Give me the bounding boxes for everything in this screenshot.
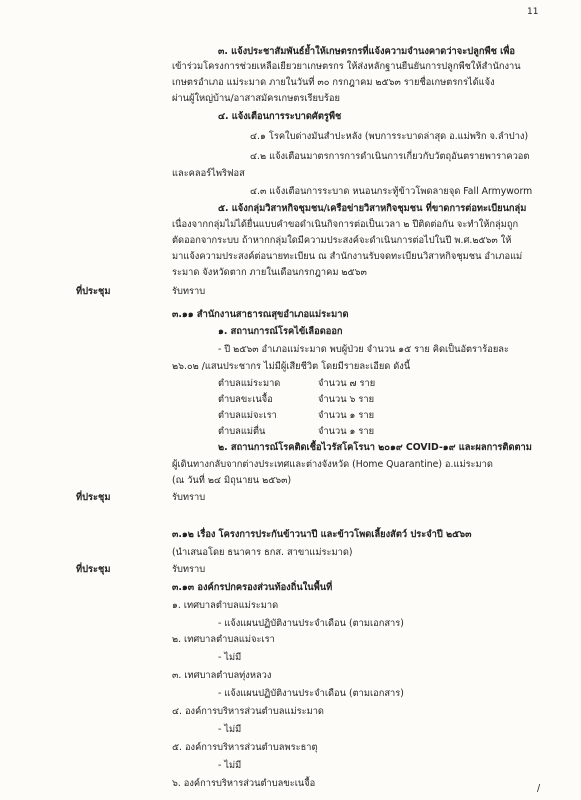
list-item: ๑. เทศบาลตำบลแม่ระมาด <box>172 600 279 611</box>
section-3-12-presenter: (นำเสนอโดย ธนาคาร ธกส. สาขาแม่ระมาด) <box>172 547 353 558</box>
table-row-count: จำนวน ๖ ราย <box>318 394 375 405</box>
table-row-count: จำนวน ๑ ราย <box>318 410 375 421</box>
table-row: ตำบลแม่ตื่น <box>218 426 266 437</box>
table-row: ตำบลแม่ระมาด <box>218 378 281 389</box>
section-3-12-heading: ๓.๑๒ เรื่อง โครงการประกันข้าวนาปี และข้าวโพดเลี้ยงสัตว์ ประจำปี ๒๕๖๓ <box>172 529 472 540</box>
dengue-line1: - ปี ๒๕๖๓ อำเภอแม่ระมาด พบผู้ป่วย จำนวน ๑๕ ราย คิดเป็นอัตราร้อยละ <box>218 344 509 355</box>
meeting-result-1: รับทราบ <box>172 286 206 297</box>
item4-2-line2: และคลอร์ไพริฟอส <box>172 168 245 179</box>
item3-line2: เข้าร่วมโครงการช่วยเหลือเยียวยาเกษตรกร ให้ส่งหลักฐานยืนยันการปลูกพืชให้สำนักงาน <box>172 61 521 72</box>
item5-line2: เนื่องจากกลุ่มไม่ได้ยื่นแบบคำขอดำเนินกิจการต่อเป็นเวลา ๒ ปีติดต่อกัน จะทำให้กลุ่มถูก <box>172 219 519 230</box>
section-3-11-heading: ๓.๑๑ สำนักงานสาธารณสุขอำเภอแม่ระมาด <box>172 309 349 320</box>
list-item: ๔. องค์การบริหารส่วนตำบลแม่ระมาด <box>172 706 324 717</box>
dengue-heading: ๑. สถานการณ์โรคไข้เลือดออก <box>218 326 343 337</box>
item5-line1: ๕. แจ้งกลุ่มวิสาหกิจชุมชน/เครือข่ายวิสาหกิจชุมชน ที่ขาดการต่อทะเบียนกลุ่ม <box>218 203 527 214</box>
item5-line3: ตัดออกจากระบบ ถ้าหากกลุ่มใดมีความประสงค์จะดำเนินการต่อไปในปี พ.ศ.๒๕๖๓ ให้ <box>172 235 512 246</box>
list-item: ๖. องค์การบริหารส่วนตำบลขะเนจื้อ <box>172 778 316 789</box>
item4-3: ๔.๓ แจ้งเตือนการระบาด หนอนกระทู้ข้าวโพดลายจุด Fall Armyworm <box>250 186 533 197</box>
list-item-detail: - ไม่มี <box>218 760 242 771</box>
covid-line1: ๒. สถานการณ์โรคติดเชื้อไวรัสโคโรนา ๒๐๑๙ COVID-๑๙ และผลการติดตาม <box>218 442 532 453</box>
dengue-line2: ๒๖.๐๒ /แสนประชากร ไม่มีผู้เสียชีวิต โดยมีรายละเอียด ดังนี้ <box>172 361 411 372</box>
table-row: ตำบลขะเนจื้อ <box>218 394 273 405</box>
item3-line4: ผ่านผู้ใหญ่บ้าน/อาสาสมัครเกษตรเรียบร้อย <box>172 93 340 104</box>
list-item-detail: - ไม่มี <box>218 652 242 663</box>
table-row-count: จำนวน ๗ ราย <box>318 378 376 389</box>
list-item: ๕. องค์การบริหารส่วนตำบลพระธาตุ <box>172 742 318 753</box>
table-row-count: จำนวน ๑ ราย <box>318 426 375 437</box>
meeting-label-1: ที่ประชุม <box>76 286 111 297</box>
meeting-label-2: ที่ประชุม <box>76 492 111 503</box>
covid-line3: (ณ วันที่ ๒๔ มิถุนายน ๒๕๖๓) <box>172 475 292 486</box>
table-row: ตำบลแม่จะเรา <box>218 410 277 421</box>
item3-line1: ๓. แจ้งประชาสัมพันธ์ย้ำให้เกษตรกรที่แจ้งความจำนงคาดว่าจะปลูกพืช เพื่อ <box>218 46 516 57</box>
list-item-detail: - ไม่มี <box>218 724 242 735</box>
item4-heading: ๔. แจ้งเตือนการระบาดศัตรูพืช <box>218 111 342 122</box>
item4-2-line1: ๔.๒ แจ้งเตือนมาตรการการดำเนินการเกี่ยวกับวัตถุอันตรายพาราควอต <box>250 151 530 162</box>
list-item: ๓. เทศบาลตำบลทุ่งหลวง <box>172 670 272 681</box>
corner-mark: / <box>537 783 541 794</box>
list-item-detail: - แจ้งแผนปฏิบัติงานประจำเดือน (ตามเอกสาร) <box>218 688 404 699</box>
section-3-13-heading: ๓.๑๓ องค์กรปกครองส่วนท้องถิ่นในพื้นที่ <box>172 582 333 593</box>
item5-line5: ระมาด จังหวัดตาก ภายในเดือนกรกฎาคม ๒๕๖๓ <box>172 267 367 278</box>
meeting-label-3: ที่ประชุม <box>76 564 111 575</box>
meeting-result-3: รับทราบ <box>172 564 206 575</box>
list-item-detail: - แจ้งแผนปฏิบัติงานประจำเดือน (ตามเอกสาร) <box>218 618 404 629</box>
list-item: ๒. เทศบาลตำบลแม่จะเรา <box>172 634 275 645</box>
meeting-result-2: รับทราบ <box>172 492 206 503</box>
item4-1: ๔.๑ โรคใบด่างมันสำปะหลัง (พบการระบาดล่าสุด อ.แม่พริก จ.ลำปาง) <box>250 131 529 142</box>
covid-line2: ผู้เดินทางกลับจากต่างประเทศและต่างจังหวัด (Home Quarantine) อ.แม่ระมาด <box>172 459 493 470</box>
item5-line4: มาแจ้งความประสงค์ต่อนายทะเบียน ณ สำนักงานรับจดทะเบียนวิสาหกิจชุมชน อำเภอแม่ <box>172 251 523 262</box>
item3-line3: เกษตรอำเภอ แม่ระมาด ภายในวันที่ ๓๐ กรกฎาคม ๒๕๖๓ รายชื่อเกษตรกรได้แจ้ง <box>172 77 495 88</box>
page-number: 11 <box>527 7 539 17</box>
